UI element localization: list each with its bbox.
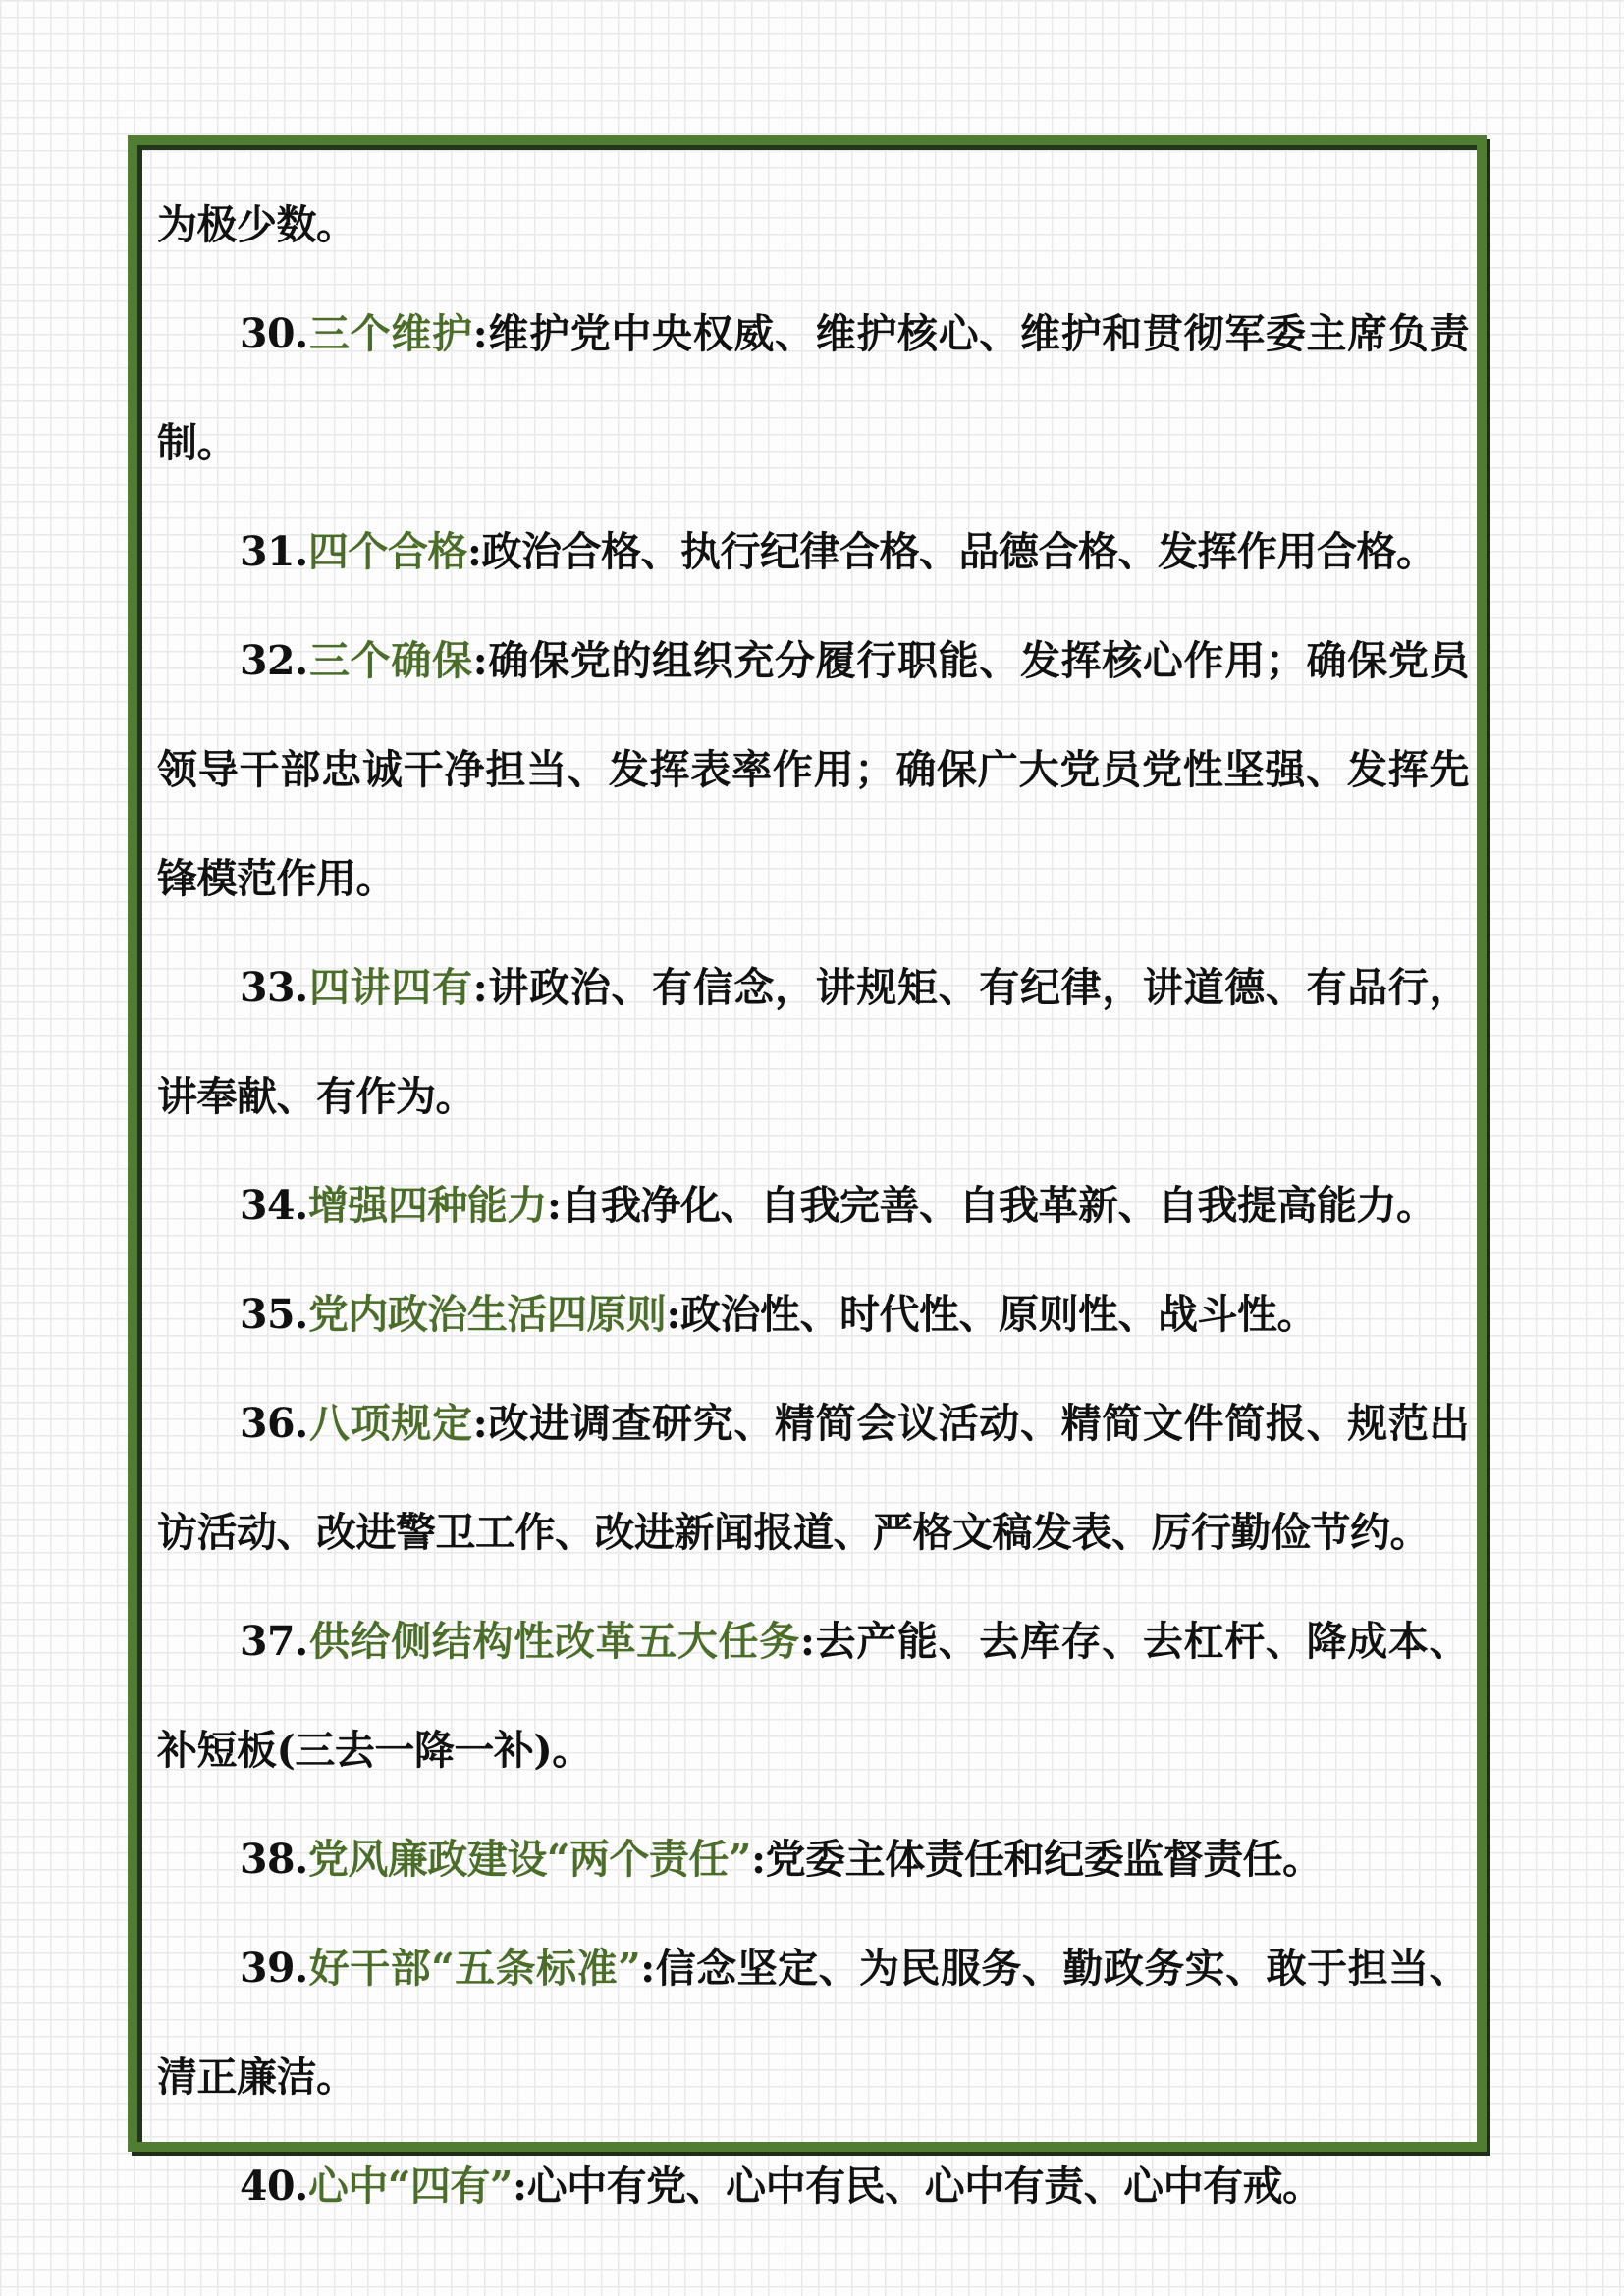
item-number: 34.	[240, 1182, 308, 1229]
list-item	[157, 1151, 1469, 1260]
item-list	[157, 280, 1469, 2241]
item-number: 31.	[240, 528, 308, 575]
item-term: 心中“四有”	[307, 2163, 514, 2210]
item-term: 三个维护	[307, 310, 473, 357]
item-separator: :	[513, 2163, 527, 2210]
item-number: 38.	[240, 1836, 308, 1883]
list-item	[157, 1805, 1469, 1914]
item-number: 33.	[240, 964, 308, 1011]
item-separator: :	[472, 310, 488, 357]
item-separator: :	[751, 1836, 766, 1883]
item-number: 37.	[240, 1618, 308, 1665]
item-text: 维护党中央权威、维护核心、维护和贯彻军委主席负责制。	[157, 310, 1470, 466]
item-term: 八项规定	[307, 1400, 473, 1447]
item-text: 确保党的组织充分履行职能、发挥核心作用；确保党员领导干部忠诚干净担当、发挥表率作用；确保广大党员党性坚强、发挥先锋模范作用。	[157, 637, 1470, 902]
list-item	[157, 1914, 1469, 2132]
item-text: 政治性、时代性、原则性、战斗性。	[679, 1291, 1317, 1338]
item-separator: :	[546, 1182, 562, 1229]
list-item	[157, 1369, 1469, 1587]
list-item	[157, 498, 1469, 607]
list-item	[157, 2132, 1469, 2241]
list-item	[157, 934, 1469, 1151]
continuation-text: 为极少数。	[157, 201, 356, 248]
list-item	[157, 1260, 1469, 1369]
item-number: 30.	[240, 310, 308, 357]
document-content	[157, 171, 1469, 2241]
item-text: 讲政治、有信念，讲规矩、有纪律，讲道德、有品行，讲奉献、有作为。	[157, 964, 1470, 1120]
item-separator: :	[799, 1618, 815, 1665]
item-separator: :	[472, 964, 488, 1011]
item-text: 党委主体责任和纪委监督责任。	[765, 1836, 1323, 1883]
item-text: 政治合格、执行纪律合格、品德合格、发挥作用合格。	[481, 528, 1436, 575]
item-separator: :	[666, 1291, 680, 1338]
item-term: 四个合格	[307, 528, 467, 575]
list-item	[157, 1587, 1469, 1805]
item-text: 去产能、去库存、去杠杆、降成本、补短板(三去一降一补)。	[157, 1618, 1470, 1774]
item-term: 好干部“五条标准”	[307, 1945, 641, 1992]
item-number: 40.	[240, 2163, 308, 2210]
item-term: 增强四种能力	[307, 1182, 547, 1229]
item-number: 36.	[240, 1400, 308, 1447]
item-term: 供给侧结构性改革五大任务	[307, 1618, 800, 1665]
list-item	[157, 280, 1469, 498]
item-text: 改进调查研究、精简会议活动、精简文件简报、规范出访活动、改进警卫工作、改进新闻报道、严格文稿发表、厉行勤俭节约。	[157, 1400, 1470, 1556]
item-term: 党内政治生活四原则	[307, 1291, 667, 1338]
item-separator: :	[472, 637, 488, 684]
item-term: 三个确保	[307, 637, 473, 684]
item-text: 信念坚定、为民服务、勤政务实、敢于担当、清正廉洁。	[157, 1945, 1469, 2101]
item-number: 35.	[240, 1291, 308, 1338]
item-separator: :	[472, 1400, 488, 1447]
item-term: 四讲四有	[307, 964, 473, 1011]
item-text: 自我净化、自我完善、自我革新、自我提高能力。	[561, 1182, 1436, 1229]
item-number: 39.	[240, 1945, 308, 1992]
item-separator: :	[466, 528, 482, 575]
item-separator: :	[640, 1945, 655, 1992]
item-text: 心中有党、心中有民、心中有责、心中有戒。	[526, 2163, 1323, 2210]
item-term: 党风廉政建设“两个责任”	[307, 1836, 752, 1883]
item-number: 32.	[240, 637, 308, 684]
list-item	[157, 607, 1469, 934]
